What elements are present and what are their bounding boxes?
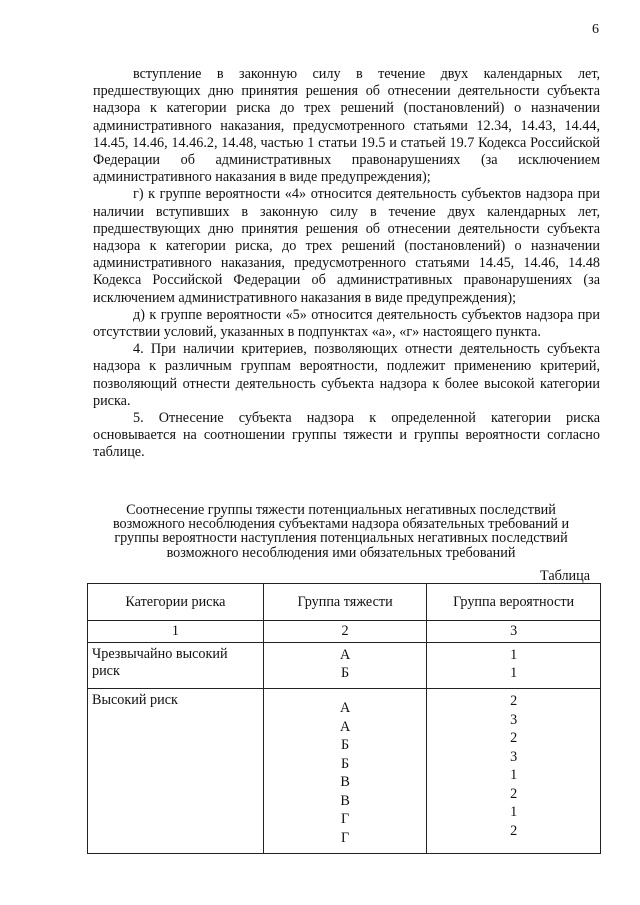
column-number: 2 bbox=[263, 621, 426, 643]
column-number-row bbox=[88, 621, 601, 643]
column-number: 3 bbox=[427, 621, 601, 643]
probability-value: 2 bbox=[510, 693, 518, 709]
severity-cell bbox=[263, 689, 426, 854]
probability-value: 1 bbox=[510, 767, 518, 783]
probability-value: 1 bbox=[510, 647, 518, 663]
probability-value: 1 bbox=[510, 804, 518, 820]
severity-value: Б bbox=[340, 737, 350, 753]
risk-table bbox=[87, 583, 601, 854]
severity-value: В bbox=[340, 792, 350, 809]
probability-value: 2 bbox=[510, 785, 518, 802]
table-caption: Соотнесение группы тяжести потенциальных негативных последствий возможного несоблюдения субъектами надзора обязательных требований и группы вероятности наступления потенциальных негативных последствий возможного несоблюдения ими обязательных требований bbox=[112, 502, 570, 561]
page-number: 6 bbox=[592, 22, 599, 37]
paragraph-continuation: вступление в законную силу в течение двух календарных лет, предшествующих дню принятия решения об отнесении деятельности субъекта надзора к категории риска до трех решений (постановлений) о назначении административного наказания, предусмотренного статьями 12.34, 14.43, 14.44, 14.45, 14.46, 14.46.2, 14.48, частью 1 статьи 19.5 и статьей 19.7 Кодекса Российской Федерации об административных правонарушениях (за исключением административного наказания в виде предупреждения); bbox=[93, 66, 600, 186]
paragraph-g: г) к группе вероятности «4» относится деятельность субъектов надзора при наличии вступивших в законную силу в течение двух календарных лет, предшествующих дню принятия решения об отнесении деятельности субъекта надзора к категории риска, до трех решений (постановлений) о назначении административного наказания, предусмотренного статьями 14.45, 14.46, 14.48 Кодекса Российской Федерации об административных правонарушениях (за исключением административного наказания в виде предупреждения); bbox=[93, 186, 600, 306]
probability-cell bbox=[427, 689, 601, 854]
table-header-row bbox=[88, 584, 601, 621]
severity-cell bbox=[263, 643, 426, 689]
severity-value: Б bbox=[340, 755, 350, 772]
probability-cell bbox=[427, 643, 601, 689]
severity-value: Г bbox=[340, 829, 350, 846]
probability-value: 2 bbox=[510, 822, 518, 839]
probability-value: 1 bbox=[510, 665, 518, 681]
table-label: Таблица bbox=[540, 568, 591, 584]
table-row bbox=[88, 643, 601, 689]
severity-value: А bbox=[339, 700, 351, 716]
header-probability-group: Группа вероятности bbox=[427, 584, 601, 621]
probability-value: 3 bbox=[510, 711, 518, 728]
severity-value: Б bbox=[340, 665, 350, 681]
paragraph-d: д) к группе вероятности «5» относится деятельность субъектов надзора при отсутствии условий, указанных в подпунктах «а», «г» настоящего пункта. bbox=[93, 306, 600, 341]
table-row bbox=[88, 689, 601, 854]
probability-value: 2 bbox=[510, 730, 518, 746]
severity-value: В bbox=[340, 774, 350, 790]
body-text bbox=[93, 66, 600, 462]
severity-value: Г bbox=[340, 811, 350, 827]
paragraph-5: 5. Отнесение субъекта надзора к определенной категории риска основывается на соотношении группы тяжести и группы вероятности согласно таблице. bbox=[93, 410, 600, 461]
severity-value: А bbox=[339, 647, 351, 663]
risk-category-cell: Чрезвычайно высокий риск bbox=[88, 643, 264, 689]
risk-category-cell: Высокий риск bbox=[88, 689, 264, 854]
column-number: 1 bbox=[88, 621, 264, 643]
header-risk-category: Категории риска bbox=[88, 584, 264, 621]
header-severity-group: Группа тяжести bbox=[263, 584, 426, 621]
paragraph-4: 4. При наличии критериев, позволяющих отнести деятельность субъекта надзора к различным группам вероятности, подлежит применению критерий, позволяющий отнести деятельность субъекта надзора к более высокой категории риска. bbox=[93, 341, 600, 409]
probability-value: 3 bbox=[510, 748, 518, 765]
severity-value: А bbox=[339, 718, 351, 735]
